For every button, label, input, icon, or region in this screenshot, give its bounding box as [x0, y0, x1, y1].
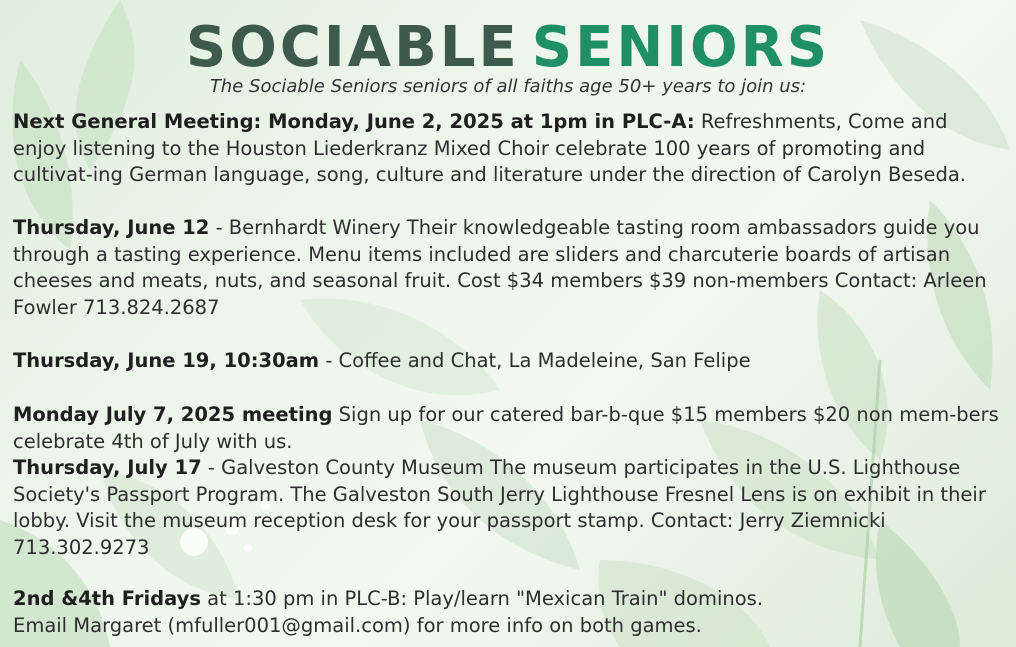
event-heading: Thursday, June 12 — [13, 216, 210, 239]
title-word-sociable: SOCIABLE — [185, 15, 520, 80]
event-body: - Galveston County Museum The museum participates in the U.S. Lighthouse Society's Passport Program. The Galveston South Jerry Lighthouse Fresnel Lens is on exhibit in their lobby. Visit the museum reception desk for your passport stamp. Contact: Jerry Ziemnicki 713.302.9273 — [13, 456, 986, 559]
event-july-meeting — [13, 402, 1003, 455]
event-heading: 2nd &4th Fridays — [13, 587, 201, 610]
event-general-meeting — [13, 109, 1003, 189]
event-galveston-museum — [13, 455, 1003, 561]
event-heading: Thursday, June 19, 10:30am — [13, 349, 320, 372]
event-coffee-chat — [13, 348, 1003, 375]
event-heading: Monday July 7, 2025 meeting — [13, 403, 333, 426]
event-heading: Next General Meeting: Monday, June 2, 2025 at 1pm in PLC-A: — [13, 110, 695, 133]
event-body: Sign up for our catered bar-b-que $15 members $20 non mem-bers celebrate 4th of July with us. — [13, 403, 999, 453]
subtitle: The Sociable Seniors seniors of all faiths age 50+ years to join us: — [209, 76, 807, 97]
event-body: at 1:30 pm in PLC-B: Play/learn "Mexican Train" dominos. — [200, 587, 764, 610]
title-word-seniors: SENIORS — [531, 15, 831, 80]
event-dominos — [13, 586, 1003, 639]
page-title — [0, 15, 1016, 80]
event-winery — [13, 215, 1003, 321]
event-body: - Bernhardt Winery Their knowledgeable tasting room ambassadors guide you through a tasting experience. Menu items included are sliders and charcuterie boards of artisan cheeses and meats, nuts, and seasonal fruit. Cost $34 members $39 non-members Contact: Arleen Fowler 713.824.2687 — [13, 216, 987, 319]
event-body: - Coffee and Chat, La Madeleine, San Felipe — [319, 349, 751, 372]
event-heading: Thursday, July 17 — [13, 456, 202, 479]
event-body: Refreshments, Come and enjoy listening to the Houston Liederkranz Mixed Choir celebrate 100 years of promoting and cultivat-ing German language, song, culture and literature under the direction of Carolyn Beseda. — [13, 110, 966, 187]
event-contact-email: Email Margaret (mfuller001@gmail.com) for more info on both games. — [13, 613, 702, 637]
